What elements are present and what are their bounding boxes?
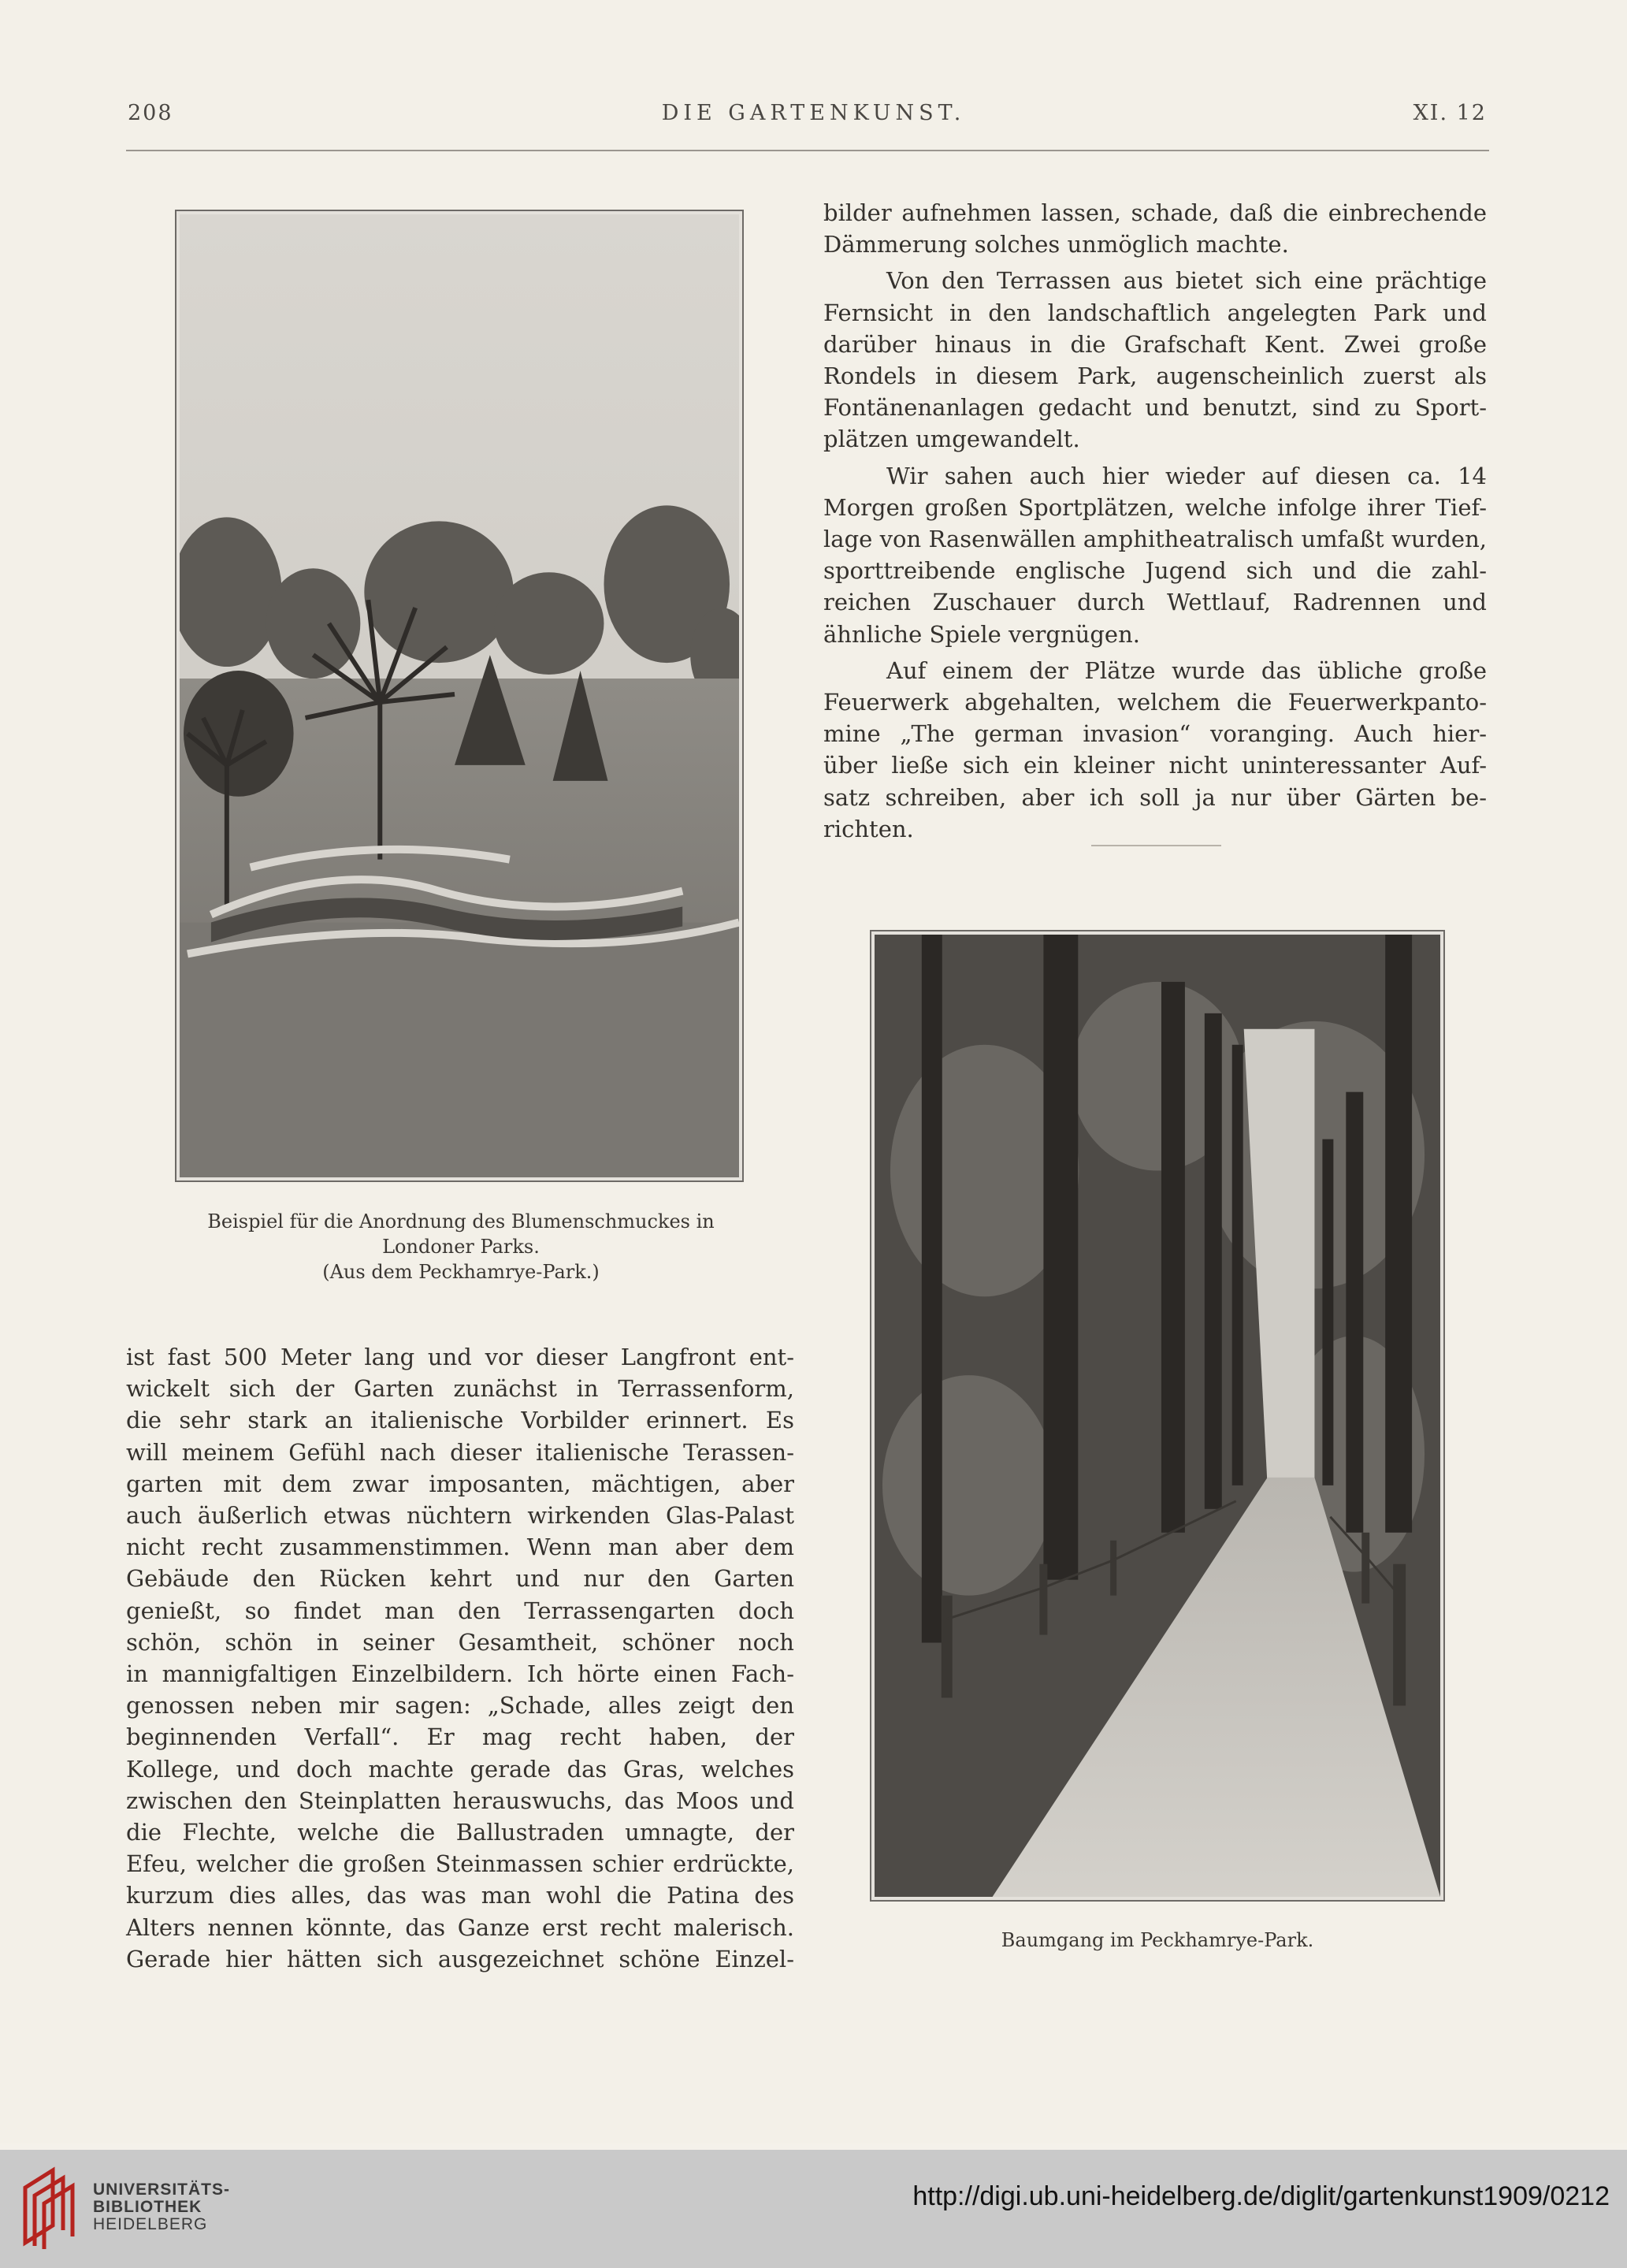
text-line: Feuerwerk abgehalten, welchem die Feuerwerkpanto-	[823, 689, 1487, 716]
text-line: Gerade hier hätten sich ausgezeichnet schöne Einzel-	[126, 1945, 794, 1972]
flower-bed-image	[180, 214, 739, 1177]
library-logo-icon	[17, 2164, 79, 2252]
text-line: lage von Rasenwällen amphitheatralisch umfaßt wurden,	[823, 526, 1487, 553]
footer-bar	[0, 2150, 1627, 2268]
text-line: richten.	[823, 815, 914, 842]
figure2-caption: Baumgang im Peckhamrye-Park.	[1001, 1929, 1314, 1951]
text-line: plätzen umgewandelt.	[823, 426, 1080, 453]
figure1-caption-line: (Aus dem Peckhamrye-Park.)	[322, 1261, 600, 1283]
text-line: beginnenden Verfall“. Er mag recht haben, der	[126, 1723, 794, 1751]
text-line: genießt, so findet man den Terrassengarten doch	[126, 1597, 794, 1624]
text-line: Kollege, und doch machte gerade das Gras, welches	[126, 1755, 794, 1783]
library-name-line: UNIVERSITÄTS-	[93, 2181, 231, 2199]
text-line: Rondels in diesem Park, augenscheinlich zuerst als	[823, 363, 1487, 390]
text-line: kurzum dies alles, das was man wohl die Patina des	[126, 1882, 794, 1909]
text-line: Fontänenanlagen gedacht und benutzt, sind zu Sport-	[823, 394, 1487, 422]
figure1-caption-line: Londoner Parks.	[382, 1236, 540, 1258]
source-url-link[interactable]: http://digi.ub.uni-heidelberg.de/diglit/gartenkunst1909/0212	[912, 2181, 1610, 2211]
text-line: wickelt sich der Garten zunächst in Terrassenform,	[126, 1375, 794, 1403]
text-line: satz schreiben, aber ich soll ja nur über Gärten be-	[823, 783, 1487, 811]
left-text-column	[126, 1341, 794, 1975]
text-line: Auf einem der Plätze wurde das übliche große	[886, 656, 1487, 684]
figure1-caption	[150, 1209, 772, 1285]
issue-number: XI. 12	[1413, 101, 1487, 125]
paragraph	[823, 460, 1487, 650]
library-name	[93, 2181, 230, 2233]
tree-avenue-image	[875, 935, 1440, 1897]
text-line: in mannigfaltigen Einzelbildern. Ich hörte einen Fach-	[126, 1660, 794, 1688]
text-line: Fernsicht in den landschaftlich angelegten Park und	[823, 299, 1487, 326]
text-line: sporttreibende englische Jugend sich und die zahl-	[823, 557, 1487, 585]
text-line: auch äußerlich etwas nüchtern wirkenden Glas-Palast	[126, 1502, 794, 1530]
paragraph	[126, 1341, 794, 1975]
text-line: die Flechte, welche die Ballustraden umnagte, der	[126, 1819, 794, 1846]
paragraph	[823, 655, 1487, 845]
page-number: 208	[128, 101, 173, 125]
paragraph	[823, 197, 1487, 260]
text-line: Wir sahen auch hier wieder auf diesen ca. 14	[886, 462, 1487, 489]
text-line: über ließe sich ein kleiner nicht uninteressanter Auf-	[823, 752, 1487, 779]
paragraph	[823, 265, 1487, 455]
text-line: Alters nennen könnte, das Ganze erst recht malerisch.	[126, 1913, 794, 1941]
text-line: Gebäude den Rücken kehrt und nur den Garten	[126, 1565, 794, 1593]
text-line: bilder aufnehmen lassen, schade, daß die einbrechende	[823, 199, 1487, 226]
text-line: darüber hinaus in die Grafschaft Kent. Zwei große	[823, 330, 1487, 358]
text-line: die sehr stark an italienische Vorbilder erinnert. Es	[126, 1407, 794, 1434]
running-title: DIE GARTENKUNST.	[661, 101, 966, 125]
text-line: zwischen den Steinplatten herauswuchs, das Moos und	[126, 1787, 794, 1814]
text-line: genossen neben mir sagen: „Schade, alles zeigt den	[126, 1692, 794, 1720]
text-line: Efeu, welcher die großen Steinmassen schier erdrückte,	[126, 1850, 794, 1878]
figure1-caption-line: Beispiel für die Anordnung des Blumenschmuckes in	[207, 1210, 715, 1233]
text-line: will meinem Gefühl nach dieser italienische Terassen-	[126, 1438, 794, 1466]
flower-bed-photograph	[175, 210, 744, 1182]
tree-avenue-photograph	[870, 930, 1445, 1902]
right-text-column	[823, 197, 1487, 845]
header-rule	[126, 150, 1489, 151]
text-line: Dämmerung solches unmöglich machte.	[823, 231, 1289, 258]
text-line: schön, schön in seiner Gesamtheit, schöner noch	[126, 1628, 794, 1656]
text-line: ähnliche Spiele vergnügen.	[823, 620, 1140, 648]
text-line: garten mit dem zwar imposanten, mächtigen, aber	[126, 1470, 794, 1497]
text-line: nicht recht zusammenstimmen. Wenn man aber dem	[126, 1534, 794, 1561]
text-line: mine „The german invasion“ voranging. Auch hier-	[823, 720, 1487, 748]
text-line: Morgen großen Sportplätzen, welche infolge ihrer Tief-	[823, 493, 1487, 521]
library-name-line: HEIDELBERG	[93, 2215, 208, 2233]
text-line: Von den Terrassen aus bietet sich eine prächtige	[886, 267, 1487, 295]
library-name-line: BIBLIOTHEK	[93, 2198, 202, 2216]
text-line: ist fast 500 Meter lang und vor dieser Langfront ent-	[126, 1344, 794, 1370]
text-line: reichen Zuschauer durch Wettlauf, Radrennen und	[823, 589, 1487, 616]
section-separator	[1091, 845, 1221, 846]
